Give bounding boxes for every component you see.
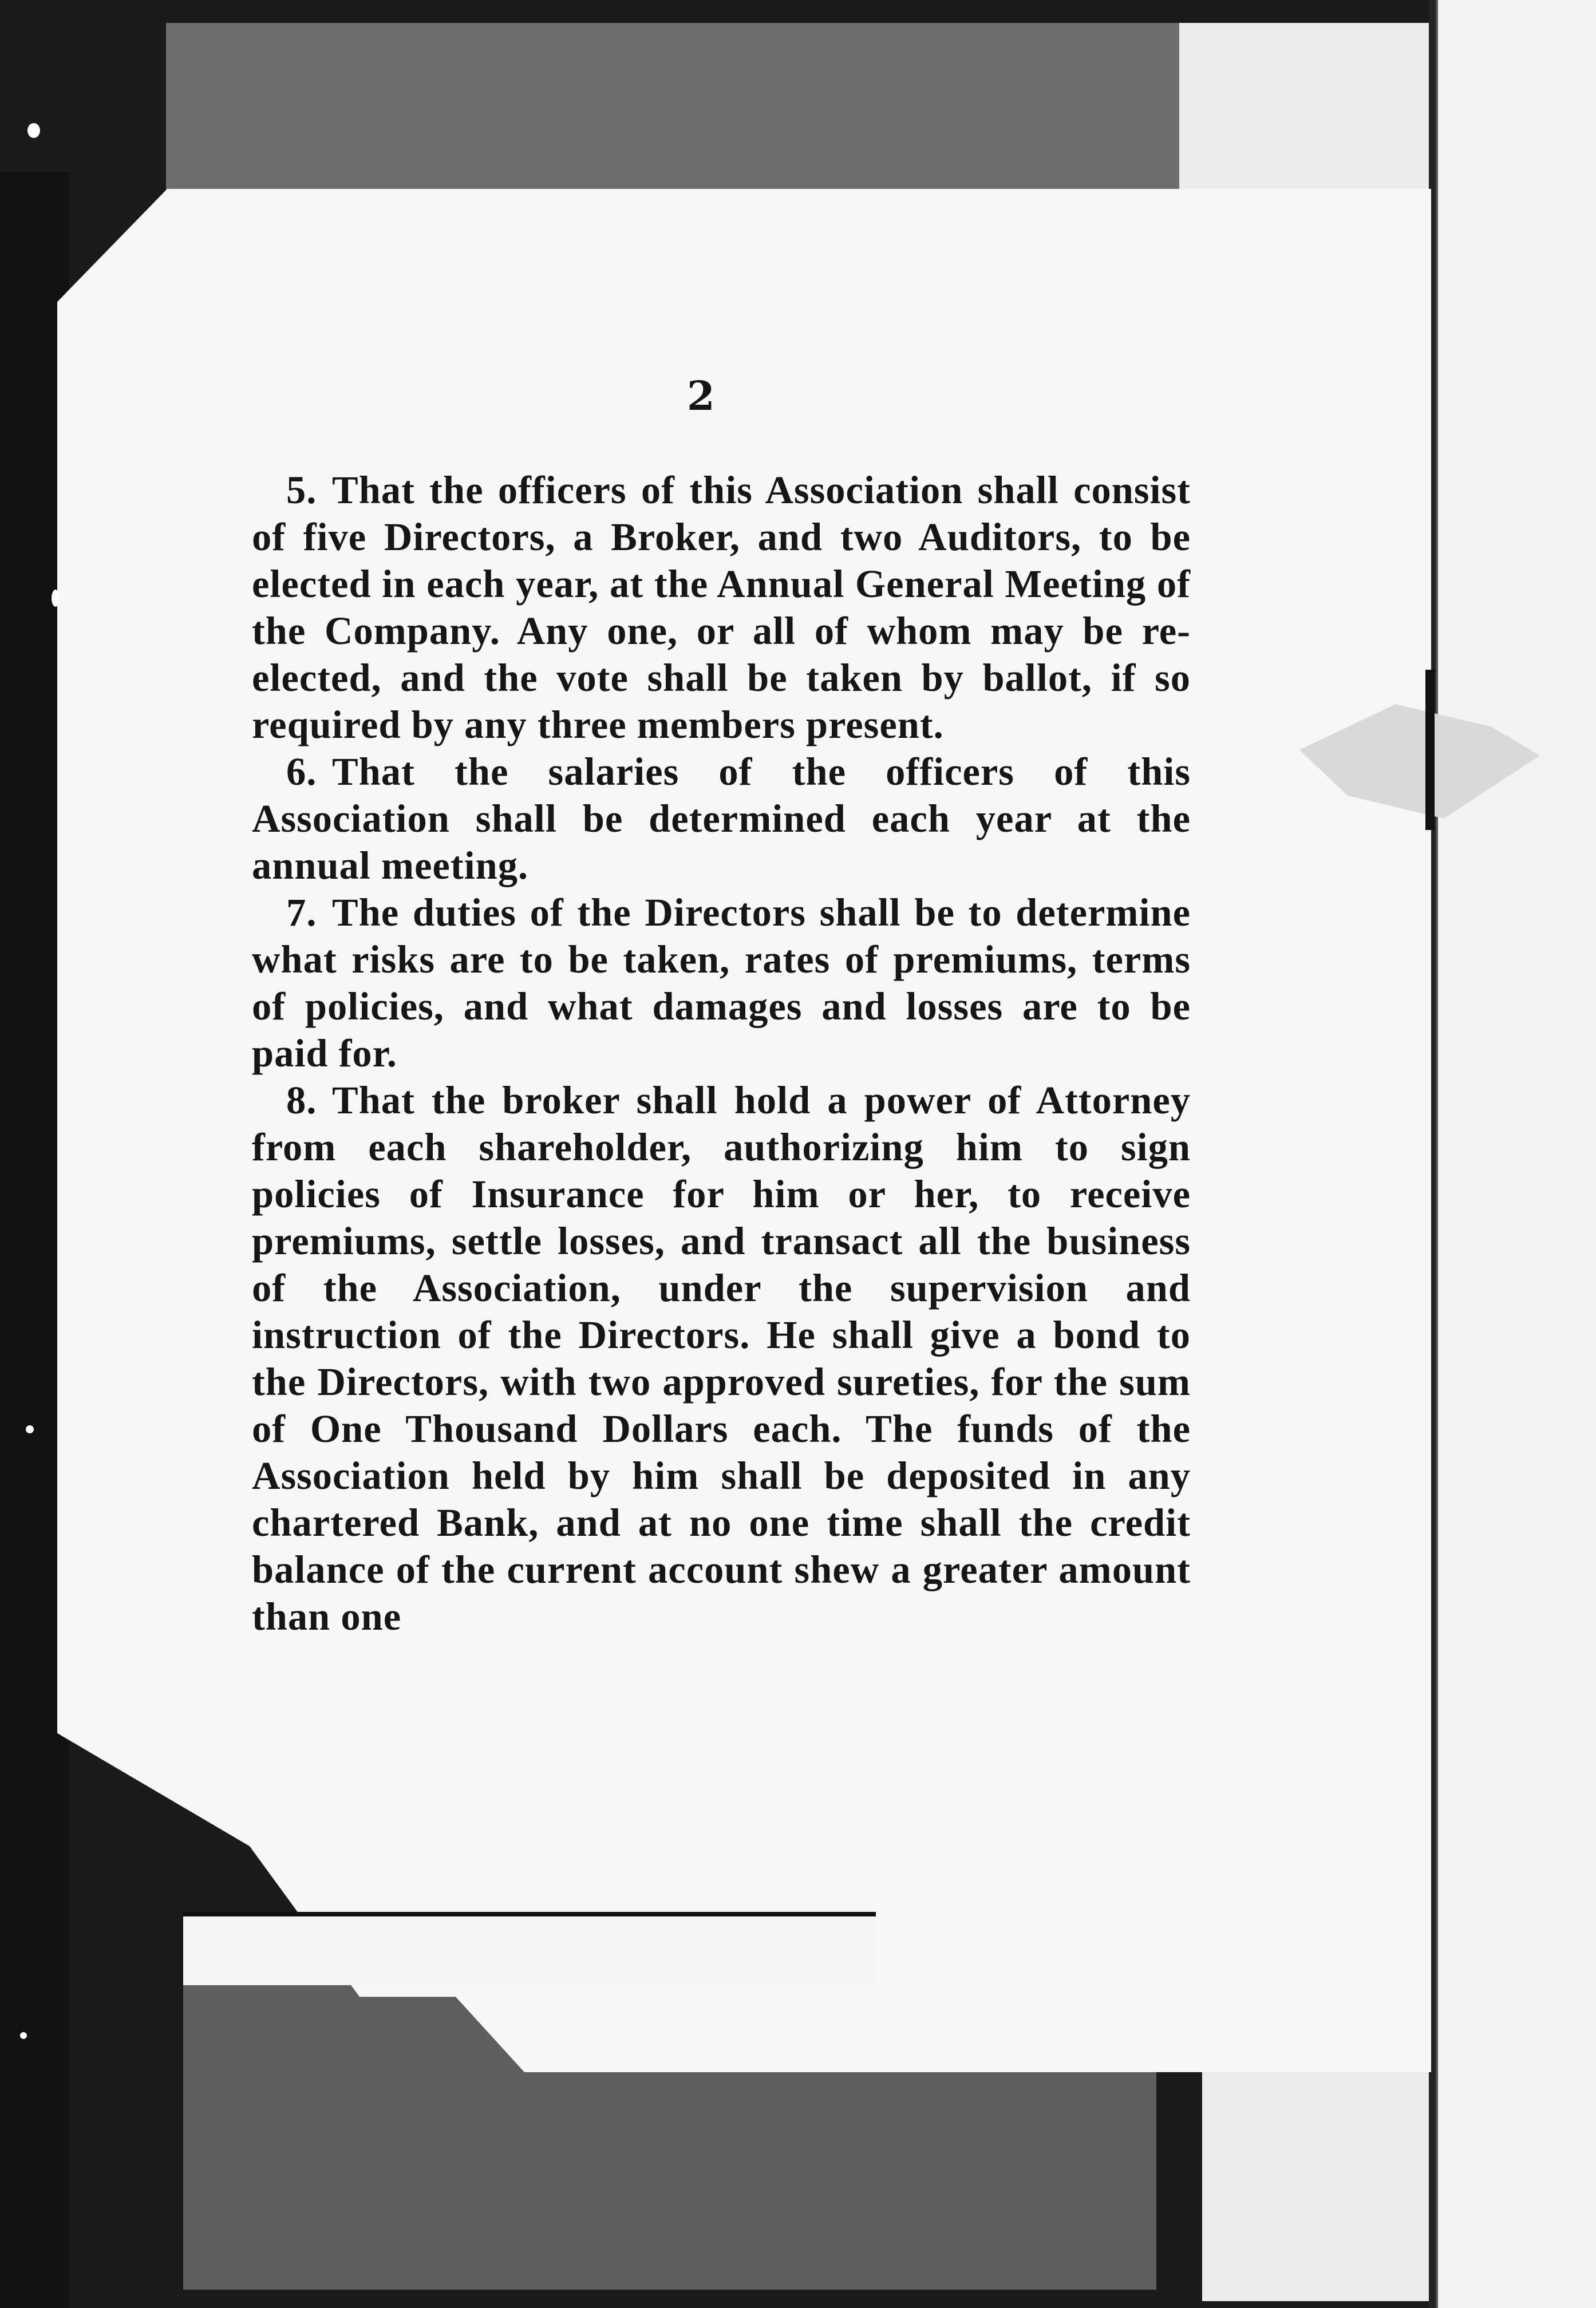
background-board-top	[166, 23, 1185, 195]
adjacent-page-bottom	[1202, 2072, 1431, 2301]
paragraph-8	[252, 1077, 1191, 1640]
paragraph-number: 7.	[286, 891, 317, 934]
document-body	[252, 467, 1191, 1640]
paragraph-text: That the salaries of the officers of this Association shall be determined each year at the annual meeting.	[252, 750, 1191, 887]
dust-speck	[20, 2032, 27, 2039]
paragraph-text: That the officers of this Association shall consist of five Directors, a Broker, and two Auditors, to be elected in each year, at the Annual General Meeting of the Company. Any one, or all of whom may be re-elected, and the vote shall be taken by ballot, if so required by any three members present.	[252, 468, 1191, 746]
paragraph-6	[252, 748, 1191, 889]
paragraph-text: That the broker shall hold a power of Attorney from each shareholder, authorizing him to sign policies of Insurance for him or her, to receive premiums, settle losses, and transact all the business of the Association, under the supervision and instruction of the Directors. He shall give a bond to the Directors, with two approved sureties, for the sum of One Thousand Dollars each. The funds of the Association held by him shall be deposited in any chartered Bank, and at no one time shall the credit balance of the current account shew a greater amount than one	[252, 1078, 1191, 1638]
dust-speck	[52, 590, 60, 607]
adjacent-page	[1437, 0, 1596, 2308]
paragraph-5	[252, 467, 1191, 748]
tear-shadow	[1425, 670, 1435, 830]
paragraph-number: 8.	[286, 1078, 317, 1122]
paragraph-number: 5.	[286, 468, 317, 512]
paper-strip	[183, 1912, 876, 1985]
page-number: 2	[687, 372, 715, 420]
paragraph-7	[252, 889, 1191, 1077]
dust-speck	[26, 1425, 34, 1433]
adjacent-page-top	[1179, 23, 1431, 195]
paragraph-number: 6.	[286, 750, 317, 793]
binding-edge-highlight	[1436, 0, 1438, 2308]
dust-speck	[27, 123, 40, 138]
paragraph-text: The duties of the Directors shall be to determine what risks are to be taken, rates of premiums, terms of policies, and what damages and losses are to be paid for.	[252, 891, 1191, 1075]
